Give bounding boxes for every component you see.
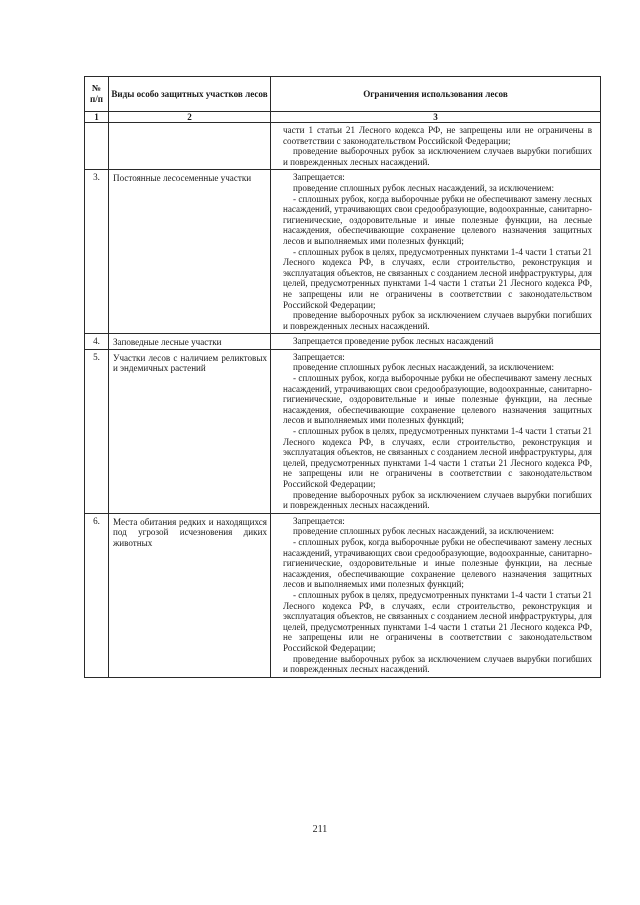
protected-area-kind: Места обитания редких и находящихся под угрозой исчезновения диких животных xyxy=(109,513,271,677)
protected-area-kind: Заповедные лесные участки xyxy=(109,334,271,350)
restriction-paragraph: проведение выборочных рубок за исключением случаев вырубки погибших и поврежденных лесных насаждений. xyxy=(283,653,592,675)
column-number: 1 xyxy=(85,112,109,123)
restriction-paragraph: - сплошных рубок, когда выборочные рубки не обеспечивают замену лесных насаждений, утрачивающих свои средообразующие, водоохранные, санитарно-гигиенические, оздоровительные и иные полезные функции, на лесные насаждения, обеспечивающие сохранение целевого назначения защитных лесов и выполняемых ими полезных функций; xyxy=(283,373,592,426)
restrictions-cell xyxy=(271,349,601,513)
table-body xyxy=(85,123,601,678)
table-row xyxy=(85,513,601,677)
row-number: 5. xyxy=(85,349,109,513)
table-header-row xyxy=(85,77,601,112)
table-row xyxy=(85,170,601,334)
restrictions-cell xyxy=(271,123,601,170)
column-number-row xyxy=(85,112,601,123)
restriction-paragraph: проведение выборочных рубок за исключением случаев вырубки погибших и поврежденных лесных насаждений. xyxy=(283,489,592,511)
row-number xyxy=(85,123,109,170)
restrictions-cell xyxy=(271,334,601,350)
header-number-col: № п/п xyxy=(85,77,109,112)
column-number: 3 xyxy=(271,112,601,123)
restriction-paragraph: проведение сплошных рубок лесных насаждений, за исключением: xyxy=(293,362,555,373)
restriction-paragraph: Запрещается: xyxy=(293,351,345,362)
table-row xyxy=(85,334,601,350)
header-kind-col: Виды особо защитных участков лесов xyxy=(109,77,271,112)
protected-area-kind: Участки лесов с наличием реликтовых и эндемичных растений xyxy=(109,349,271,513)
row-number: 6. xyxy=(85,513,109,677)
row-number: 4. xyxy=(85,334,109,350)
restriction-paragraph: проведение выборочных рубок за исключением случаев вырубки погибших и поврежденных лесных насаждений. xyxy=(283,310,592,331)
forest-restrictions-table xyxy=(84,76,601,678)
table-row xyxy=(85,123,601,170)
restriction-paragraph: проведение сплошных рубок лесных насаждений, за исключением: xyxy=(293,526,555,537)
restriction-paragraph: - сплошных рубок в целях, предусмотренных пунктами 1-4 части 1 статьи 21 Лесного кодекса РФ, в случаях, если строительство, реконструкция и эксплуатация объектов, не связанных с созданием лесной инфраструктуры, для целей, предусмотренных пунктами 1-4 части 1 статьи 21 Лесного кодекса РФ, не запрещены или не ограничены в соответствии с законодательством Российской Федерации; xyxy=(283,426,592,489)
restriction-paragraph: - сплошных рубок, когда выборочные рубки не обеспечивают замену лесных насаждений, утрачивающих свои средообразующие, водоохранные, санитарно-гигиенические, оздоровительные и иные полезные функции, на лесные насаждения, обеспечивающие сохранение целевого назначения защитных лесов и выполняемых ими полезных функций; xyxy=(283,536,592,590)
column-number: 2 xyxy=(109,112,271,123)
restriction-paragraph: проведение выборочных рубок за исключением случаев вырубки погибших и поврежденных лесных насаждений. xyxy=(283,146,592,167)
restriction-paragraph: - сплошных рубок, когда выборочные рубки не обеспечивают замену лесных насаждений, утрачивающих свои средообразующие, водоохранные, санитарно-гигиенические, оздоровительные и иные полезные функции, на лесные насаждения, обеспечивающие сохранение целевого назначения защитных лесов и выполняемых ими полезных функций; xyxy=(283,193,592,246)
protected-area-kind xyxy=(109,123,271,170)
row-number: 3. xyxy=(85,170,109,334)
restriction-paragraph: части 1 статьи 21 Лесного кодекса РФ, не запрещены или не ограничены в соответствии с законодательством Российской Федерации; xyxy=(283,125,592,146)
restriction-paragraph: - сплошных рубок в целях, предусмотренных пунктами 1-4 части 1 статьи 21 Лесного кодекса РФ, в случаях, если строительство, реконструкция и эксплуатация объектов, не связанных с созданием лесной инфраструктуры, для целей, предусмотренных пунктами 1-4 части 1 статьи 21 Лесного кодекса РФ, не запрещены или не ограничены в соответствии с законодательством Российской Федерации; xyxy=(283,589,592,653)
restrictions-cell xyxy=(271,170,601,334)
protected-area-kind: Постоянные лесосеменные участки xyxy=(109,170,271,334)
header-restrictions-col: Ограничения использования лесов xyxy=(271,77,601,112)
page-number: 211 xyxy=(312,824,328,835)
restriction-paragraph: Запрещается: xyxy=(293,515,345,526)
restriction-paragraph: - сплошных рубок в целях, предусмотренных пунктами 1-4 части 1 статьи 21 Лесного кодекса РФ, в случаях, если строительство, реконструкция и эксплуатация объектов, не связанных с созданием лесной инфраструктуры, для целей, предусмотренных пунктами 1-4 части 1 статьи 21 Лесного кодекса РФ, не запрещены или не ограничены в соответствии с законодательством Российской Федерации; xyxy=(283,246,592,310)
restriction-paragraph: проведение сплошных рубок лесных насаждений, за исключением: xyxy=(293,182,555,193)
restrictions-cell xyxy=(271,513,601,677)
table-row xyxy=(85,349,601,513)
restriction-paragraph: Запрещается: xyxy=(293,172,345,183)
restriction-paragraph: Запрещается проведение рубок лесных насаждений xyxy=(293,336,494,347)
